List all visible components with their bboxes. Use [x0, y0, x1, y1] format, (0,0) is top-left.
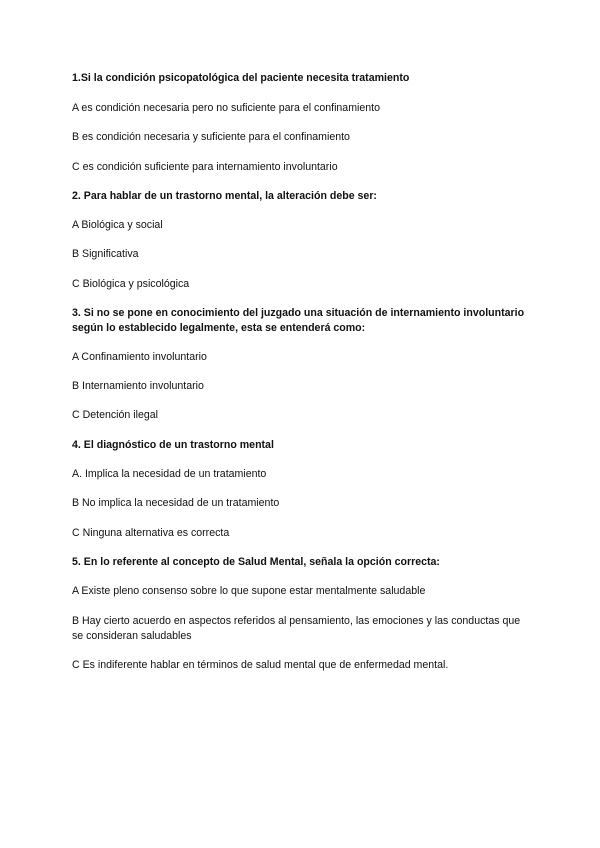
question-2-option-c: C Biológica y psicológica [72, 278, 190, 290]
question-5-option-c: C Es indiferente hablar en términos de salud mental que de enfermedad mental. [72, 659, 449, 671]
question-3-option-b: B Internamiento involuntario [72, 380, 204, 392]
question-5-option-a: A Existe pleno consenso sobre lo que supone estar mentalmente saludable [72, 585, 426, 597]
question-4-option-c: C Ninguna alternativa es correcta [72, 527, 230, 539]
question-1-option-a: A es condición necesaria pero no suficiente para el confinamiento [72, 102, 380, 114]
question-1-title: 1.Si la condición psicopatológica del paciente necesita tratamiento [72, 72, 410, 84]
question-2-option-a: A Biológica y social [72, 219, 163, 231]
question-2-option-b: B Significativa [72, 248, 139, 260]
question-4-option-a: A. Implica la necesidad de un tratamiento [72, 468, 267, 480]
question-1-option-b: B es condición necesaria y suficiente para el confinamiento [72, 131, 350, 143]
question-3-title: 3. Si no se pone en conocimiento del juzgado una situación de internamiento involuntario según lo establecido legalmente, esta se entenderá como: [72, 307, 525, 334]
question-3-option-c: C Detención ilegal [72, 409, 158, 421]
question-5-option-b: B Hay cierto acuerdo en aspectos referidos al pensamiento, las emociones y las conductas que se consideran saludables [72, 615, 521, 642]
question-5-title: 5. En lo referente al concepto de Salud Mental, señala la opción correcta: [72, 556, 440, 568]
question-2-title: 2. Para hablar de un trastorno mental, la alteración debe ser: [72, 190, 377, 202]
question-4-option-b: B No implica la necesidad de un tratamiento [72, 497, 280, 509]
question-3-option-a: A Confinamiento involuntario [72, 351, 207, 363]
question-4-title: 4. El diagnóstico de un trastorno mental [72, 439, 274, 451]
question-1-option-c: C es condición suficiente para internamiento involuntario [72, 161, 338, 173]
